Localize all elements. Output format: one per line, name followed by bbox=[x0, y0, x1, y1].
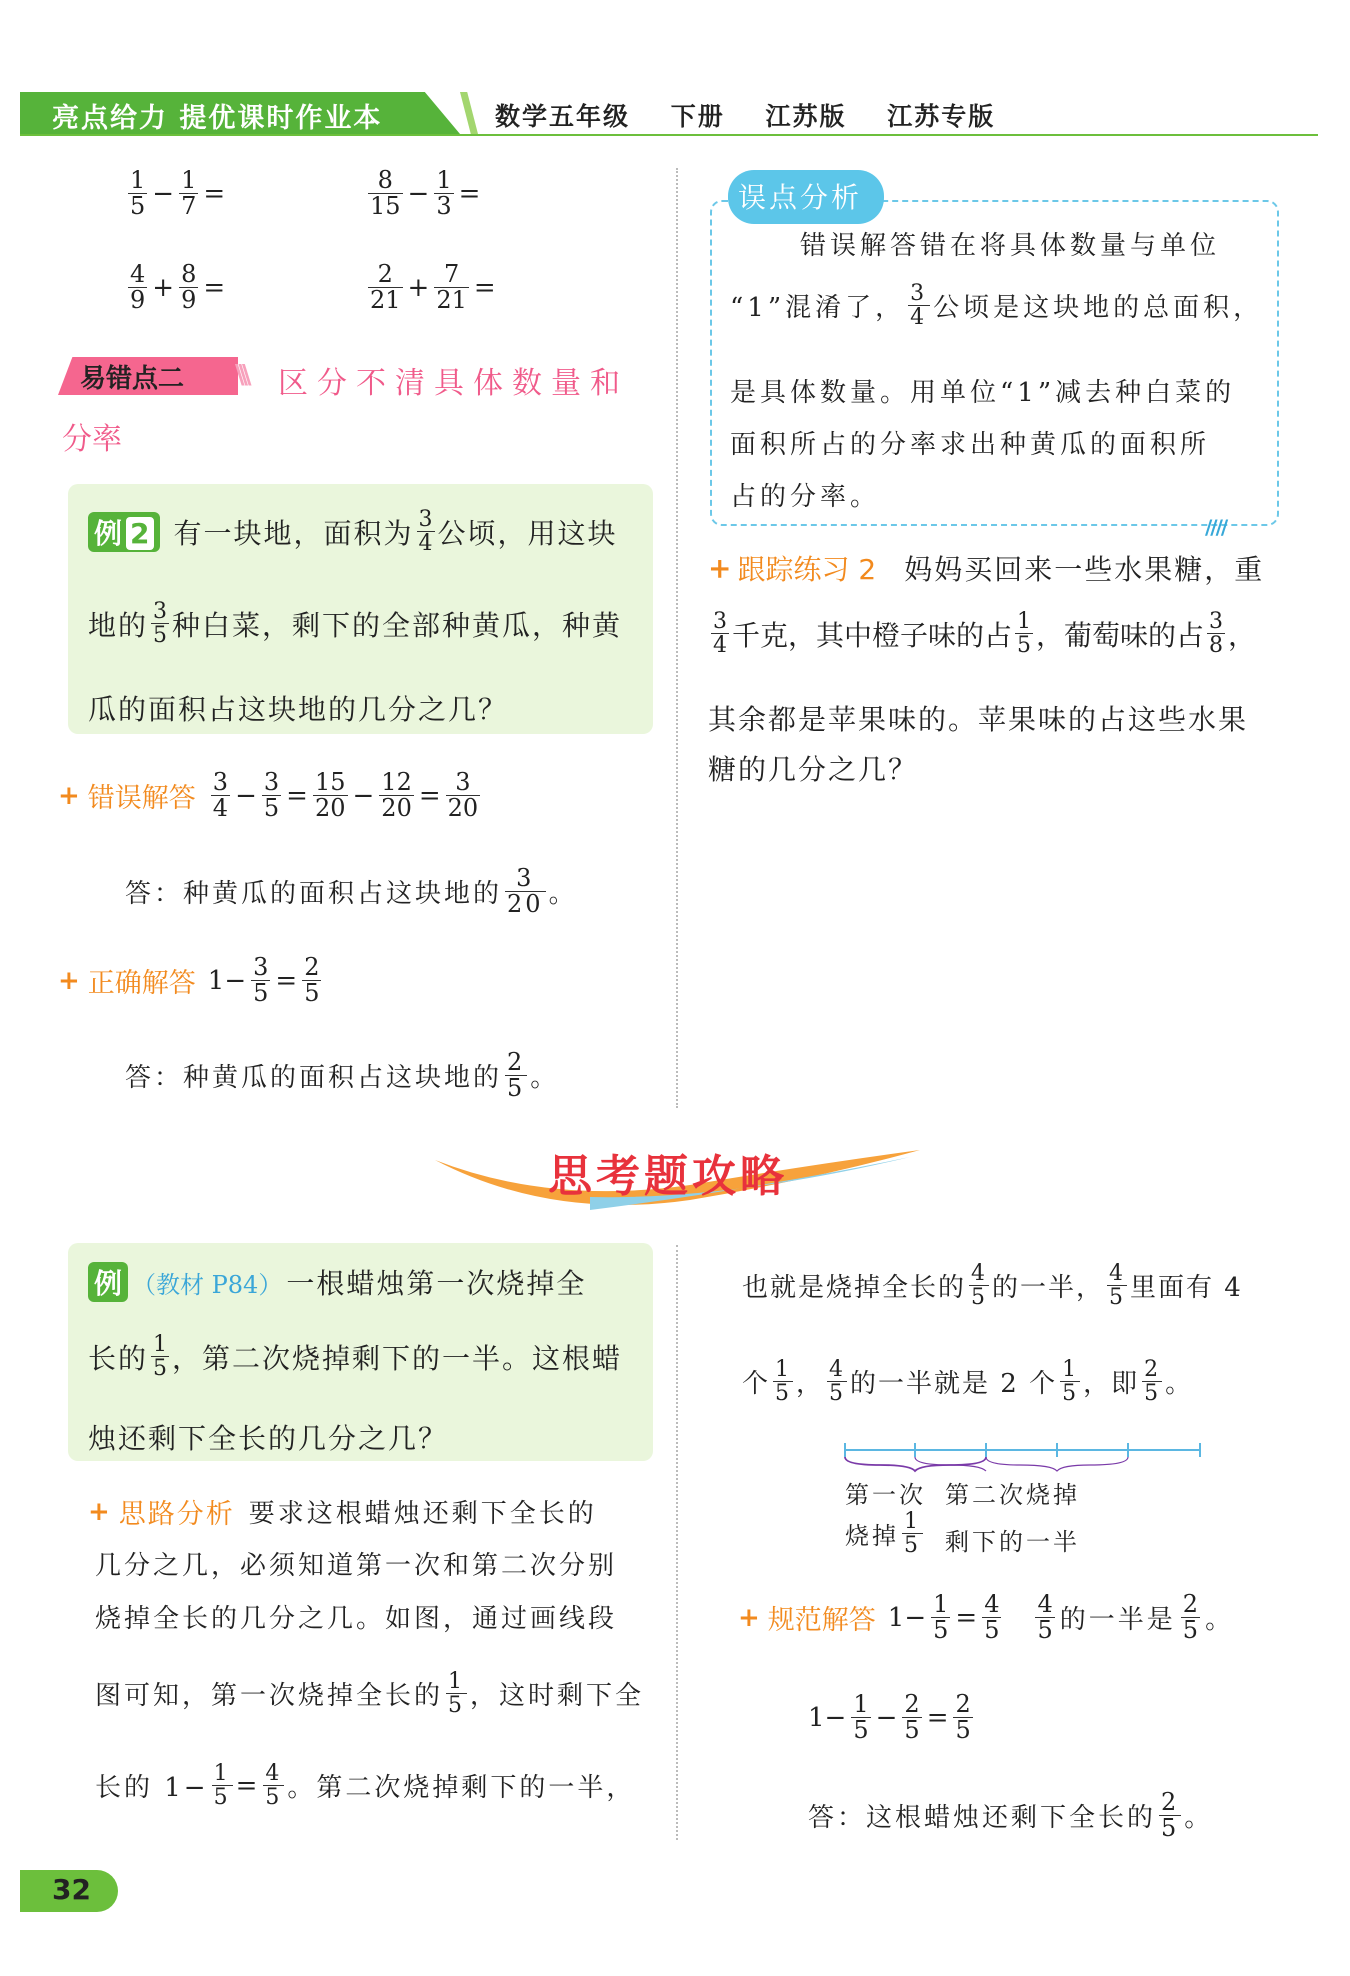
example-2-line-3: 瓜的面积占这块地的几分之几？ bbox=[88, 693, 509, 726]
practice-line-3: 其余都是苹果味的。苹果味的占这些水果 bbox=[708, 703, 1249, 736]
book-info bbox=[495, 97, 1025, 133]
analysis-line-4: 面积所占的分率求出种黄瓜的面积所 bbox=[730, 430, 1211, 460]
book-edition: 江苏版 bbox=[765, 102, 847, 131]
textbook-source: （教材 P84） bbox=[132, 1270, 283, 1299]
analysis-tag: 误点分析 bbox=[738, 181, 863, 214]
analysis-line-5: 占的分率。 bbox=[730, 482, 881, 512]
exercise-3: $\frac{4}{9}$ + $\frac{8}{9}$ = bbox=[130, 260, 226, 315]
practice-line-1: + 跟踪练习 2 妈妈买回来一些水果糖，重 bbox=[708, 551, 1265, 586]
analysis-stripes: //// bbox=[1205, 515, 1227, 539]
wrong-answer-conclusion: 答：种黄瓜的面积占这块地的 $\frac{3}{20}$ 。 bbox=[125, 864, 578, 919]
error-point-tag: 易错点二 bbox=[80, 364, 185, 394]
exercise-4: $\frac{2}{21}$ + $\frac{7}{21}$ = bbox=[370, 260, 496, 315]
analysis-line-2: “1”混淆了， $\frac{3}{4}$ 公顷是这块地的总面积， bbox=[730, 281, 1264, 331]
thought-line-7: 个 $\frac{1}{5}$ ， $\frac{4}{5}$ 的一半就是 2 个 $\frac{1}{5}$ ，即 $\frac{2}{5}$ 。 bbox=[742, 1357, 1194, 1407]
example-2-line-2: 地的 $\frac{3}{5}$ 种白菜，剩下的全部种黄瓜，种黄 bbox=[88, 599, 623, 649]
example-2-line-1: 例 2 有一块地，面积为 $\frac{3}{4}$ 公顷，用这块 bbox=[88, 508, 618, 555]
error-point-title-cont: 分率 bbox=[62, 422, 122, 457]
correct-answer: + 正确解答 1− $\frac{3}{5}$ = $\frac{2}{5}$ bbox=[58, 953, 320, 1008]
correct-answer-conclusion: 答：种黄瓜的面积占这块地的 $\frac{2}{5}$ 。 bbox=[125, 1048, 560, 1103]
page-number: 32 bbox=[52, 1873, 91, 1906]
error-point-slashes: \\\ bbox=[235, 360, 246, 390]
column-divider bbox=[676, 168, 678, 1108]
thought-line-3: 烧掉全长的几分之几。如图，通过画线段 bbox=[95, 1604, 618, 1634]
exercise-2: $\frac{8}{15}$ − $\frac{1}{3}$ = bbox=[370, 166, 481, 221]
diagram-label-first: 第一次 烧掉 $\frac{1}{5}$ bbox=[845, 1481, 926, 1559]
think-section-title: 思考题攻略 bbox=[548, 1151, 788, 1202]
column-divider-lower bbox=[676, 1245, 678, 1840]
example-3-line-1: 例 （教材 P84） 一根蜡烛第一次烧掉全 bbox=[88, 1262, 586, 1302]
thought-line-4: 图可知，第一次烧掉全长的 $\frac{1}{5}$ ，这时剩下全 bbox=[95, 1669, 645, 1719]
analysis-line-3: 是具体数量。用单位“1”减去种白菜的 bbox=[730, 378, 1236, 408]
wrong-answer: + 错误解答 $\frac{3}{4}$ − $\frac{3}{5}$ = $\frac{15}{20}$ − $\frac{12}{20}$ = $\frac{3}{20}$ bbox=[58, 768, 479, 823]
standard-answer-calc: 1− $\frac{1}{5}$ − $\frac{2}{5}$ = $\frac{2}{5}$ bbox=[808, 1690, 971, 1745]
book-volume: 下册 bbox=[670, 102, 725, 131]
analysis-line-1: 错误解答错在将具体数量与单位 bbox=[800, 231, 1221, 261]
book-grade: 数学五年级 bbox=[495, 102, 631, 131]
diagram-label-second: 第二次烧掉 剩下的一半 bbox=[945, 1481, 1080, 1556]
thought-line-1: + 思路分析 要求这根蜡烛还剩下全长的 bbox=[88, 1496, 597, 1530]
thought-line-2: 几分之几，必须知道第一次和第二次分别 bbox=[95, 1551, 618, 1581]
standard-answer: + 规范解答 1− $\frac{1}{5}$ = $\frac{4}{5}$ $\frac{4}{5}$ 的一半是 $\frac{2}{5}$ 。 bbox=[738, 1590, 1232, 1645]
error-point-title: 区分不清具体数量和 bbox=[278, 366, 629, 401]
example-tag: 例 bbox=[88, 1262, 128, 1302]
thought-line-6: 也就是烧掉全长的 $\frac{4}{5}$ 的一半， $\frac{4}{5}$ 里面有 4 bbox=[742, 1261, 1243, 1311]
example-3-line-2: 长的 $\frac{1}{5}$ ，第二次烧掉剩下的一半。这根蜡 bbox=[88, 1332, 623, 1382]
practice-line-4: 糖的几分之几？ bbox=[708, 753, 919, 786]
example-3-line-3: 烛还剩下全长的几分之几？ bbox=[88, 1422, 449, 1455]
exercise-1: $\frac{1}{5}$ − $\frac{1}{7}$ = bbox=[130, 166, 226, 221]
practice-line-2: $\frac{3}{4}$ 千克，其中橙子味的占 $\frac{1}{5}$ ，葡萄味的占 $\frac{3}{8}$ ， bbox=[713, 609, 1257, 659]
example-tag: 例 2 bbox=[88, 512, 160, 552]
series-title: 亮点给力 提优课时作业本 bbox=[52, 103, 383, 134]
standard-answer-conclusion: 答：这根蜡烛还剩下全长的 $\frac{2}{5}$ 。 bbox=[808, 1788, 1214, 1843]
book-region: 江苏专版 bbox=[887, 102, 996, 131]
thought-line-5: 长的 1− $\frac{1}{5}$ = $\frac{4}{5}$ 。第二次烧掉剩下的一半， bbox=[95, 1761, 636, 1811]
